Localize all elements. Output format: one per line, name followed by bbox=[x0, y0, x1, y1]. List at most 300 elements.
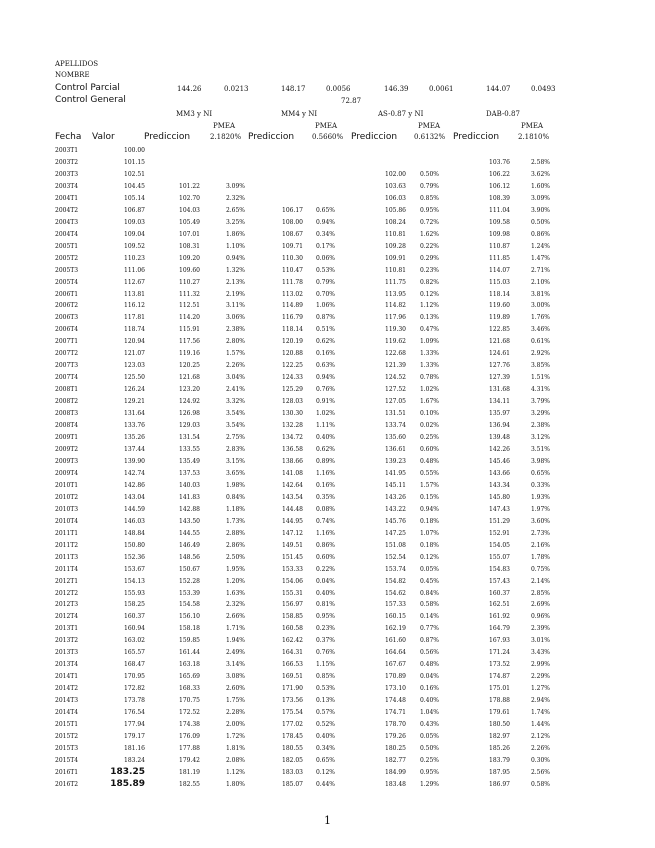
pmea-mm3-cell: 3.11% bbox=[225, 302, 245, 310]
pmea-mm3-cell: 2.08% bbox=[225, 756, 245, 764]
prediccion-mm4-cell: 149.51 bbox=[282, 541, 303, 549]
fecha-cell: 2004T1 bbox=[55, 194, 79, 202]
prediccion-as-cell: 174.71 bbox=[385, 709, 406, 717]
fecha-cell: 2011T1 bbox=[55, 529, 79, 537]
cp-value-2: 0.0213 bbox=[224, 85, 249, 93]
pmea-as-cell: 0.12% bbox=[419, 290, 439, 298]
pmea-mm4-cell: 0.34% bbox=[315, 745, 335, 752]
prediccion-dab-cell: 147.43 bbox=[489, 505, 510, 513]
pmea-mm4-cell: 1.15% bbox=[315, 661, 335, 669]
pmea-dab-cell: 2.73% bbox=[530, 529, 550, 537]
valor-cell: 105.14 bbox=[124, 194, 145, 202]
prediccion-mm4-cell: 166.53 bbox=[282, 661, 303, 669]
prediccion-mm3-cell: 123.20 bbox=[179, 386, 200, 394]
pmea-mm4-cell: 0.22% bbox=[315, 565, 335, 573]
prediccion-as-cell: 139.23 bbox=[385, 457, 406, 465]
pmea-mm4-cell: 0.91% bbox=[315, 398, 335, 406]
cp-value-7: 144.07 bbox=[486, 85, 511, 93]
pmea-dab-cell: 1.44% bbox=[530, 721, 550, 729]
prediccion-as-cell: 182.77 bbox=[385, 756, 406, 764]
valor-cell: 150.80 bbox=[124, 541, 145, 549]
pmea-dab-cell: 3.79% bbox=[530, 398, 550, 406]
fecha-cell: 2008T4 bbox=[55, 422, 79, 430]
pmea-as-cell: 0.48% bbox=[419, 457, 439, 465]
pmea-dab-cell: 1.60% bbox=[530, 182, 550, 190]
prediccion-header-3: Prediccion bbox=[351, 132, 398, 142]
prediccion-as-cell: 174.48 bbox=[385, 697, 406, 705]
pmea-as-cell: 0.25% bbox=[419, 434, 439, 442]
prediccion-mm4-cell: 106.17 bbox=[282, 206, 303, 214]
pmea-mm3-cell: 3.06% bbox=[225, 314, 245, 322]
fecha-cell: 2014T3 bbox=[55, 697, 79, 705]
pmea-as-cell: 1.67% bbox=[419, 398, 439, 406]
fecha-cell: 2004T2 bbox=[55, 206, 79, 214]
pmea-mm3-cell: 3.25% bbox=[225, 218, 245, 226]
pmea-mm3-cell: 1.94% bbox=[225, 637, 245, 645]
prediccion-as-cell: 153.74 bbox=[385, 565, 406, 573]
prediccion-dab-cell: 136.94 bbox=[489, 422, 510, 430]
prediccion-mm3-cell: 156.10 bbox=[179, 613, 200, 621]
pmea-mm4-cell: 0.89% bbox=[315, 457, 335, 465]
pmea-mm3-cell: 1.75% bbox=[225, 697, 245, 705]
pmea-mm3-cell: 3.65% bbox=[225, 469, 245, 477]
valor-cell: 153.67 bbox=[124, 565, 145, 573]
pmea-dab-cell: 1.74% bbox=[530, 709, 550, 717]
prediccion-as-cell: 119.62 bbox=[385, 338, 406, 346]
pmea-mm4-cell: 0.06% bbox=[315, 254, 335, 262]
cp-value-4: 0.0056 bbox=[326, 85, 351, 93]
pmea-mm3-cell: 1.98% bbox=[225, 481, 245, 489]
fecha-cell: 2011T3 bbox=[55, 553, 79, 561]
prediccion-mm3-cell: 168.33 bbox=[179, 685, 200, 693]
pmea-as-cell: 0.94% bbox=[419, 505, 439, 513]
prediccion-mm3-cell: 111.32 bbox=[179, 290, 200, 298]
prediccion-as-cell: 170.89 bbox=[385, 673, 406, 681]
fecha-cell: 2016T1 bbox=[55, 768, 79, 776]
valor-cell: 154.13 bbox=[124, 577, 145, 585]
prediccion-mm4-cell: 108.67 bbox=[282, 230, 303, 238]
pmea-as-cell: 1.29% bbox=[419, 780, 439, 788]
prediccion-dab-cell: 122.85 bbox=[489, 326, 510, 334]
prediccion-dab-cell: 108.39 bbox=[489, 194, 510, 202]
prediccion-dab-cell: 110.87 bbox=[489, 242, 510, 250]
pmea-mm3-cell: 2.19% bbox=[225, 290, 245, 298]
fecha-cell: 2014T4 bbox=[55, 709, 79, 717]
pmea-mm3-cell: 3.54% bbox=[225, 410, 245, 418]
prediccion-dab-cell: 161.92 bbox=[489, 613, 510, 621]
cp-value-1: 144.26 bbox=[177, 85, 202, 93]
cp-value-5: 146.39 bbox=[384, 85, 409, 93]
prediccion-mm4-cell: 128.03 bbox=[282, 398, 303, 406]
prediccion-mm4-cell: 185.07 bbox=[282, 780, 303, 788]
prediccion-mm4-cell: 111.78 bbox=[282, 278, 303, 286]
pmea-dab-cell: 2.26% bbox=[530, 745, 550, 752]
prediccion-as-cell: 145.76 bbox=[385, 517, 406, 525]
prediccion-dab-cell: 155.07 bbox=[489, 553, 510, 561]
prediccion-mm3-cell: 135.49 bbox=[179, 457, 200, 465]
prediccion-as-cell: 121.39 bbox=[385, 362, 406, 370]
pmea-dab-cell: 0.86% bbox=[530, 230, 550, 238]
pmea-mm4-cell: 0.65% bbox=[315, 206, 335, 214]
prediccion-dab-cell: 180.50 bbox=[489, 721, 510, 729]
prediccion-as-cell: 105.86 bbox=[385, 206, 406, 214]
pmea-mm4-cell: 0.52% bbox=[315, 721, 335, 729]
prediccion-dab-cell: 143.66 bbox=[489, 469, 510, 477]
pmea-mm4-cell: 1.16% bbox=[315, 469, 335, 477]
pmea-mm3-cell: 2.80% bbox=[225, 338, 245, 346]
valor-cell: 100.00 bbox=[124, 147, 145, 154]
fecha-cell: 2005T4 bbox=[55, 278, 79, 286]
prediccion-mm4-cell: 158.85 bbox=[282, 613, 303, 621]
pmea-dab-cell: 3.98% bbox=[530, 457, 550, 465]
valor-cell: 111.06 bbox=[124, 266, 145, 274]
prediccion-dab-cell: 115.03 bbox=[489, 278, 510, 286]
valor-cell: 176.54 bbox=[124, 709, 145, 717]
prediccion-mm3-cell: 109.60 bbox=[179, 266, 200, 274]
pmea-mm4-cell: 0.16% bbox=[315, 350, 335, 358]
pmea-label-3: PMEA bbox=[418, 122, 441, 130]
prediccion-dab-cell: 142.26 bbox=[489, 446, 510, 453]
prediccion-mm4-cell: 144.48 bbox=[282, 505, 303, 513]
pmea-as-cell: 0.14% bbox=[419, 613, 439, 621]
prediccion-dab-cell: 173.52 bbox=[489, 661, 510, 669]
pmea-mm3-cell: 2.41% bbox=[225, 386, 245, 394]
pmea-mm3-cell: 2.65% bbox=[225, 206, 245, 214]
pmea-dab-cell: 2.14% bbox=[530, 577, 550, 585]
prediccion-dab-cell: 124.61 bbox=[489, 350, 510, 358]
prediccion-as-cell: 151.08 bbox=[385, 541, 406, 549]
pmea-as-cell: 0.45% bbox=[419, 577, 439, 585]
pmea-mm3-cell: 2.13% bbox=[225, 278, 245, 286]
fecha-cell: 2008T1 bbox=[55, 386, 79, 394]
nombre-label: NOMBRE bbox=[55, 71, 90, 79]
valor-cell: 152.36 bbox=[124, 553, 145, 561]
prediccion-as-cell: 147.25 bbox=[385, 529, 406, 537]
pmea-mm3-cell: 2.00% bbox=[225, 721, 245, 729]
prediccion-as-cell: 102.00 bbox=[385, 170, 406, 178]
fecha-cell: 2009T1 bbox=[55, 434, 79, 442]
fecha-cell: 2003T2 bbox=[55, 158, 79, 166]
fecha-cell: 2015T4 bbox=[55, 756, 79, 764]
pmea-dab-cell: 1.97% bbox=[530, 505, 550, 513]
pmea-mm4-cell: 0.04% bbox=[315, 577, 335, 585]
valor-cell: 183.25 bbox=[110, 766, 145, 777]
pmea-mm3-cell: 2.38% bbox=[225, 326, 245, 334]
fecha-cell: 2010T1 bbox=[55, 481, 79, 489]
fecha-cell: 2012T1 bbox=[55, 577, 79, 585]
pmea-mm3-cell: 1.72% bbox=[225, 733, 245, 741]
valor-cell: 172.82 bbox=[124, 685, 145, 693]
model-mm3: MM3 y NI bbox=[176, 110, 213, 118]
prediccion-dab-cell: 154.05 bbox=[489, 541, 510, 549]
prediccion-mm4-cell: 177.02 bbox=[282, 721, 303, 729]
pmea-dab-cell: 2.58% bbox=[530, 158, 550, 166]
prediccion-mm4-cell: 171.90 bbox=[282, 685, 303, 693]
prediccion-mm4-cell: 113.02 bbox=[282, 290, 303, 298]
pmea-mm4-cell: 0.16% bbox=[315, 481, 335, 489]
prediccion-as-cell: 160.15 bbox=[385, 613, 406, 621]
prediccion-dab-cell: 160.37 bbox=[489, 589, 510, 597]
pmea-dab-cell: 2.69% bbox=[530, 601, 550, 609]
prediccion-dab-cell: 111.85 bbox=[489, 254, 510, 262]
pmea-mm4-cell: 0.63% bbox=[315, 362, 335, 370]
pmea-as-cell: 0.50% bbox=[419, 745, 439, 752]
pmea-as-cell: 1.02% bbox=[419, 386, 439, 394]
pmea-value-3: 0.6132% bbox=[414, 133, 446, 141]
pmea-dab-cell: 3.60% bbox=[530, 517, 550, 525]
pmea-dab-cell: 1.78% bbox=[530, 553, 550, 561]
valor-cell: 148.84 bbox=[124, 529, 145, 537]
valor-cell: 131.64 bbox=[124, 410, 145, 418]
prediccion-as-cell: 127.05 bbox=[385, 398, 406, 406]
prediccion-dab-cell: 114.07 bbox=[489, 266, 510, 274]
valor-cell: 179.17 bbox=[124, 733, 145, 741]
fecha-cell: 2003T1 bbox=[55, 147, 79, 154]
prediccion-as-cell: 124.52 bbox=[385, 374, 406, 382]
prediccion-mm4-cell: 110.47 bbox=[282, 266, 303, 274]
model-dab: DAB-0.87 bbox=[486, 110, 520, 118]
prediccion-as-cell: 131.51 bbox=[385, 410, 406, 418]
prediccion-mm3-cell: 179.42 bbox=[179, 756, 200, 764]
prediccion-dab-cell: 127.76 bbox=[489, 362, 510, 370]
pmea-mm4-cell: 0.60% bbox=[315, 553, 335, 561]
pmea-as-cell: 1.09% bbox=[419, 338, 439, 346]
pmea-label-4: PMEA bbox=[521, 122, 544, 130]
pmea-as-cell: 0.16% bbox=[419, 685, 439, 693]
pmea-dab-cell: 3.00% bbox=[530, 302, 550, 310]
pmea-as-cell: 0.95% bbox=[419, 206, 439, 214]
pmea-mm3-cell: 1.63% bbox=[225, 589, 245, 597]
pmea-mm4-cell: 0.85% bbox=[315, 673, 335, 681]
pmea-as-cell: 0.40% bbox=[419, 697, 439, 705]
prediccion-mm3-cell: 140.03 bbox=[179, 481, 200, 489]
pmea-dab-cell: 2.71% bbox=[530, 266, 550, 274]
fecha-cell: 2013T3 bbox=[55, 649, 79, 657]
pmea-mm4-cell: 0.74% bbox=[315, 517, 335, 525]
prediccion-mm4-cell: 141.08 bbox=[282, 469, 303, 477]
pmea-dab-cell: 2.10% bbox=[530, 278, 550, 286]
prediccion-header-2: Prediccion bbox=[248, 132, 295, 142]
prediccion-as-cell: 113.95 bbox=[385, 290, 406, 298]
prediccion-mm3-cell: 119.16 bbox=[179, 350, 200, 358]
pmea-mm4-cell: 0.51% bbox=[315, 326, 335, 334]
pmea-mm4-cell: 0.53% bbox=[315, 685, 335, 693]
prediccion-mm4-cell: 160.58 bbox=[282, 625, 303, 633]
pmea-as-cell: 1.04% bbox=[419, 709, 439, 717]
valor-cell: 146.03 bbox=[124, 517, 145, 525]
pmea-mm3-cell: 1.12% bbox=[225, 768, 245, 776]
prediccion-mm3-cell: 174.38 bbox=[179, 721, 200, 729]
pmea-as-cell: 0.79% bbox=[419, 182, 439, 190]
prediccion-mm3-cell: 153.39 bbox=[179, 589, 200, 597]
prediccion-as-cell: 167.67 bbox=[385, 661, 406, 669]
prediccion-as-cell: 114.82 bbox=[385, 302, 406, 310]
prediccion-mm4-cell: 136.58 bbox=[282, 446, 303, 453]
pmea-dab-cell: 0.61% bbox=[530, 338, 550, 346]
pmea-as-cell: 0.04% bbox=[419, 673, 439, 681]
fecha-cell: 2008T2 bbox=[55, 398, 79, 406]
apellidos-label: APELLIDOS bbox=[55, 60, 99, 68]
prediccion-mm4-cell: 169.51 bbox=[282, 673, 303, 681]
fecha-cell: 2007T4 bbox=[55, 374, 79, 382]
pmea-mm4-cell: 0.23% bbox=[315, 625, 335, 633]
prediccion-dab-cell: 121.68 bbox=[489, 338, 510, 346]
pmea-mm4-cell: 0.76% bbox=[315, 386, 335, 394]
pmea-as-cell: 0.87% bbox=[419, 637, 439, 645]
model-as: AS-0.87 y NI bbox=[378, 110, 424, 118]
pmea-as-cell: 1.33% bbox=[419, 350, 439, 358]
prediccion-mm3-cell: 105.49 bbox=[179, 218, 200, 226]
pmea-as-cell: 0.02% bbox=[419, 422, 439, 430]
pmea-mm4-cell: 0.79% bbox=[315, 278, 335, 286]
prediccion-mm4-cell: 173.56 bbox=[282, 697, 303, 705]
fecha-cell: 2005T2 bbox=[55, 254, 79, 262]
prediccion-mm4-cell: 110.30 bbox=[282, 254, 303, 262]
valor-cell: 155.93 bbox=[124, 589, 145, 597]
prediccion-dab-cell: 179.61 bbox=[489, 709, 510, 717]
prediccion-mm3-cell: 115.91 bbox=[179, 326, 200, 334]
pmea-mm3-cell: 2.49% bbox=[225, 649, 245, 657]
prediccion-mm3-cell: 101.22 bbox=[179, 182, 200, 190]
prediccion-mm3-cell: 129.03 bbox=[179, 422, 200, 430]
valor-cell: 109.03 bbox=[124, 218, 145, 226]
control-general-value: 72.87 bbox=[341, 97, 362, 105]
prediccion-mm3-cell: 114.20 bbox=[179, 314, 200, 322]
prediccion-as-cell: 143.22 bbox=[385, 505, 406, 513]
pmea-mm4-cell: 0.40% bbox=[315, 589, 335, 597]
pmea-dab-cell: 1.93% bbox=[530, 493, 550, 501]
prediccion-as-cell: 164.64 bbox=[385, 649, 406, 657]
prediccion-as-cell: 108.24 bbox=[385, 218, 406, 226]
pmea-dab-cell: 1.24% bbox=[530, 242, 550, 250]
pmea-as-cell: 0.50% bbox=[419, 170, 439, 178]
pmea-dab-cell: 3.43% bbox=[530, 649, 550, 657]
prediccion-mm3-cell: 121.68 bbox=[179, 374, 200, 382]
valor-header: Valor bbox=[92, 132, 115, 142]
pmea-value-4: 2.1810% bbox=[518, 133, 550, 141]
pmea-mm3-cell: 3.08% bbox=[225, 673, 245, 681]
fecha-cell: 2003T4 bbox=[55, 182, 79, 190]
pmea-dab-cell: 0.75% bbox=[530, 565, 550, 573]
pmea-mm3-cell: 0.84% bbox=[225, 493, 245, 501]
pmea-mm3-cell: 1.20% bbox=[225, 577, 245, 585]
pmea-dab-cell: 3.90% bbox=[530, 206, 550, 214]
fecha-cell: 2005T3 bbox=[55, 266, 79, 274]
prediccion-mm3-cell: 124.92 bbox=[179, 398, 200, 406]
pmea-dab-cell: 2.12% bbox=[530, 733, 550, 741]
fecha-cell: 2015T1 bbox=[55, 721, 79, 729]
valor-cell: 104.45 bbox=[124, 182, 145, 190]
fecha-cell: 2013T2 bbox=[55, 637, 79, 645]
pmea-mm3-cell: 3.54% bbox=[225, 422, 245, 430]
fecha-cell: 2011T4 bbox=[55, 565, 79, 573]
prediccion-as-cell: 110.81 bbox=[385, 230, 406, 238]
control-parcial-label: Control Parcial bbox=[55, 83, 120, 93]
pmea-as-cell: 0.13% bbox=[419, 314, 439, 322]
prediccion-as-cell: 180.25 bbox=[385, 745, 406, 752]
prediccion-mm3-cell: 176.09 bbox=[179, 733, 200, 741]
pmea-mm4-cell: 0.94% bbox=[315, 218, 335, 226]
prediccion-dab-cell: 171.24 bbox=[489, 649, 510, 657]
pmea-as-cell: 0.82% bbox=[419, 278, 439, 286]
prediccion-mm3-cell: 107.01 bbox=[179, 230, 200, 238]
pmea-as-cell: 0.12% bbox=[419, 553, 439, 561]
valor-cell: 125.50 bbox=[124, 374, 145, 382]
pmea-mm4-cell: 0.17% bbox=[315, 242, 335, 250]
prediccion-mm3-cell: 165.69 bbox=[179, 673, 200, 681]
prediccion-dab-cell: 174.87 bbox=[489, 673, 510, 681]
fecha-cell: 2007T1 bbox=[55, 338, 79, 346]
pmea-mm3-cell: 1.10% bbox=[225, 242, 245, 250]
prediccion-dab-cell: 118.14 bbox=[489, 290, 510, 298]
fecha-cell: 2015T3 bbox=[55, 745, 79, 752]
pmea-dab-cell: 2.94% bbox=[530, 697, 550, 705]
prediccion-dab-cell: 145.80 bbox=[489, 493, 510, 501]
prediccion-mm3-cell: 131.54 bbox=[179, 434, 200, 442]
valor-cell: 117.81 bbox=[124, 314, 145, 322]
prediccion-mm4-cell: 180.55 bbox=[282, 745, 303, 752]
pmea-dab-cell: 3.85% bbox=[530, 362, 550, 370]
prediccion-mm4-cell: 147.12 bbox=[282, 529, 303, 537]
pmea-mm4-cell: 0.53% bbox=[315, 266, 335, 274]
pmea-mm4-cell: 0.40% bbox=[315, 434, 335, 442]
prediccion-mm4-cell: 155.31 bbox=[282, 589, 303, 597]
pmea-as-cell: 0.23% bbox=[419, 266, 439, 274]
pmea-mm3-cell: 2.26% bbox=[225, 362, 245, 370]
pmea-as-cell: 0.43% bbox=[419, 721, 439, 729]
pmea-dab-cell: 3.62% bbox=[530, 170, 550, 178]
prediccion-mm3-cell: 161.44 bbox=[179, 649, 200, 657]
pmea-as-cell: 0.18% bbox=[419, 541, 439, 549]
page-number: 1 bbox=[324, 814, 331, 827]
prediccion-dab-cell: 175.01 bbox=[489, 685, 510, 693]
pmea-dab-cell: 0.65% bbox=[530, 469, 550, 477]
fecha-cell: 2004T3 bbox=[55, 218, 79, 226]
valor-cell: 102.51 bbox=[124, 170, 145, 178]
prediccion-dab-cell: 183.79 bbox=[489, 756, 510, 764]
prediccion-mm3-cell: 170.75 bbox=[179, 697, 200, 705]
fecha-cell: 2013T4 bbox=[55, 661, 79, 669]
prediccion-as-cell: 184.99 bbox=[385, 768, 406, 776]
prediccion-mm3-cell: 158.18 bbox=[179, 625, 200, 633]
prediccion-dab-cell: 186.97 bbox=[489, 780, 510, 788]
fecha-cell: 2004T4 bbox=[55, 230, 79, 238]
valor-cell: 139.90 bbox=[124, 457, 145, 465]
prediccion-as-cell: 127.52 bbox=[385, 386, 406, 394]
fecha-cell: 2014T2 bbox=[55, 685, 79, 693]
fecha-cell: 2010T4 bbox=[55, 517, 79, 525]
prediccion-mm3-cell: 141.83 bbox=[179, 493, 200, 501]
valor-cell: 135.26 bbox=[124, 434, 145, 442]
pmea-dab-cell: 2.99% bbox=[530, 661, 550, 669]
prediccion-mm4-cell: 162.42 bbox=[282, 637, 303, 645]
pmea-mm3-cell: 3.09% bbox=[225, 182, 245, 190]
prediccion-header-1: Prediccion bbox=[144, 132, 191, 142]
valor-cell: 183.24 bbox=[124, 756, 145, 764]
prediccion-mm3-cell: 159.85 bbox=[179, 637, 200, 645]
prediccion-as-cell: 143.26 bbox=[385, 493, 406, 501]
valor-cell: 160.94 bbox=[124, 625, 145, 633]
pmea-mm3-cell: 2.83% bbox=[225, 446, 245, 453]
pmea-mm3-cell: 3.04% bbox=[225, 374, 245, 382]
pmea-mm3-cell: 2.50% bbox=[225, 553, 245, 561]
pmea-mm4-cell: 1.06% bbox=[315, 302, 335, 310]
prediccion-dab-cell: 157.43 bbox=[489, 577, 510, 585]
pmea-dab-cell: 2.56% bbox=[530, 768, 550, 776]
pmea-mm3-cell: 1.18% bbox=[225, 505, 245, 513]
pmea-mm3-cell: 1.73% bbox=[225, 517, 245, 525]
prediccion-mm4-cell: 156.97 bbox=[282, 601, 303, 609]
